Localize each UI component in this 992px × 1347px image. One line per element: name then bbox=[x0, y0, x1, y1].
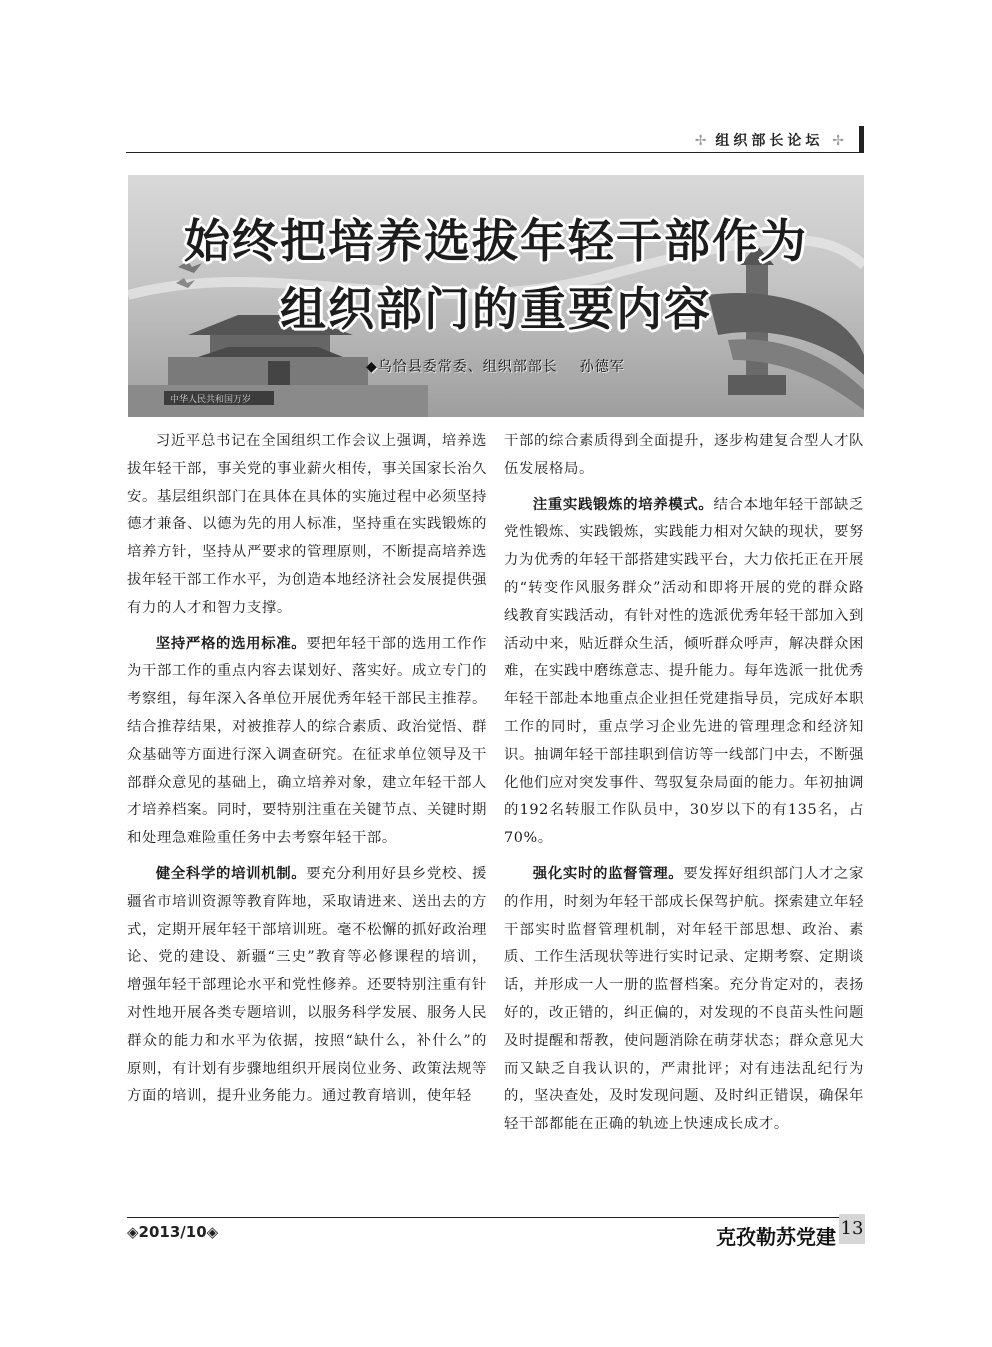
author-position: 乌恰县委常委、组织部部长 bbox=[377, 359, 558, 375]
author-name: 孙德军 bbox=[579, 359, 625, 375]
issue-label: ◈2013/10◈ bbox=[127, 1223, 219, 1241]
section-label bbox=[695, 130, 844, 150]
paragraph-supervision bbox=[504, 861, 864, 1139]
section-label-text: 组织部长论坛 bbox=[715, 133, 824, 149]
byline-marker-icon: ◆ bbox=[366, 359, 378, 375]
footer-rule bbox=[127, 1217, 839, 1218]
paragraph-selection bbox=[127, 631, 487, 853]
magazine-name: 克孜勒苏党建 bbox=[716, 1225, 836, 1249]
paragraph-intro: 习近平总书记在全国组织工作会议上强调，培养选拔年轻干部，事关党的事业薪火相传，事关国家长治久安。基层组织部门在具体在具体的实施过程中必须坚持德才兼备、以德为先的用人标准，坚持重在实践锻炼的培养方针，坚持从严要求的管理原则，不断提高培养选拔年轻干部工作水平，为创造本地经济社会发展提供强有力的人才和智力支撑。 bbox=[127, 433, 487, 616]
deco-left-icon: ✢ bbox=[694, 133, 707, 149]
paragraph-practice bbox=[504, 492, 864, 853]
paragraph-heading: 坚持严格的选用标准。 bbox=[155, 635, 307, 652]
paragraph-training-continued: 干部的综合素质得到全面提升，逐步构建复合型人才队伍发展格局。 bbox=[504, 433, 864, 477]
paragraph-heading: 强化实时的监督管理。 bbox=[532, 865, 684, 882]
gate-sign-text: 中华人民共和国万岁 bbox=[170, 395, 252, 405]
paragraph-text: 要把年轻干部的选用工作作为干部工作的重点内容去谋划好、落实好。成立专门的考察组，每年深入各单位开展优秀年轻干部民主推荐。结合推荐结果，对被推荐人的综合素质、政治觉悟、群众基础等方面进行深入调查研究。在征求单位领导及干部群众意见的基础上，确立培养对象，建立年轻干部人才培养档案。同时，要特别注重在关键节点、关键时期和处理急难险重任务中去考察年轻干部。 bbox=[127, 635, 487, 847]
section-header bbox=[126, 126, 864, 153]
paragraph-training bbox=[127, 861, 487, 1111]
paragraph-heading: 健全科学的培训机制。 bbox=[155, 865, 307, 882]
paragraph-text: 要发挥好组织部门人才之家的作用，时刻为年轻干部成长保驾护航。探索建立年轻干部实时监督管理机制，对年轻干部思想、政治、素质、工作生活现状等进行实时记录、定期考察、定期谈话，并形成一人一册的监督档案。充分肯定对的，表扬好的，改正错的，纠正偏的，对发现的不良苗头性问题及时提醒和帮教，使问题消除在萌芽状态；群众意见大而又缺乏自我认识的，严肃批评；对有违法乱纪行为的，坚决查处，及时发现问题、及时纠正错误，确保年轻干部都能在正确的轨迹上快速成长成才。 bbox=[504, 865, 864, 1133]
paragraph-heading: 注重实践锻炼的培养模式。 bbox=[532, 496, 714, 513]
title-banner bbox=[128, 175, 864, 417]
byline bbox=[366, 356, 625, 376]
section-bar bbox=[859, 126, 864, 152]
article-column-left bbox=[127, 428, 487, 1119]
article-column-right bbox=[504, 428, 864, 1147]
paragraph-text: 要充分利用好县乡党校、援疆省市培训资源等教育阵地，采取请进来、送出去的方式，定期开展年轻干部培训班。毫不松懈的抓好政治理论、党的建设、新疆“三史”教育等必修课程的培训，增强年轻干部理论水平和党性修养。还要特别注重有针对性地开展各类专题培训，以服务科学发展、服务人民群众的能力和水平为依据，按照“缺什么，补什么”的原则，有计划有步骤地组织开展岗位业务、政策法规等方面的培训，提升业务能力。通过教育培训，使年轻 bbox=[127, 865, 487, 1105]
deco-right-icon: ✢ bbox=[832, 133, 844, 149]
paragraph-text: 结合本地年轻干部缺乏党性锻炼、实践锻炼，实践能力相对欠缺的现状，要努力为优秀的年轻干部搭建实践平台，大力依托正在开展的“转变作风服务群众”活动和即将开展的党的群众路线教育实践活动，有针对性的选派优秀年轻干部加入到活动中来，贴近群众生活，倾听群众呼声，解决群众困难，在实践中磨练意志、提升能力。每年选派一批优秀年轻干部赴本地重点企业担任党建指导员，完成好本职工作的同时，重点学习企业先进的管理理念和经济知识。抽调年轻干部挂职到信访等一线部门中去，不断强化他们应对突发事件、驾驭复杂局面的能力。年初抽调的192名转服工作队员中，30岁以下的有135名，占70%。 bbox=[504, 496, 864, 847]
page-number: 13 bbox=[839, 1214, 865, 1244]
article-title-line2: 组织部门的重要内容 bbox=[280, 282, 712, 336]
article-title-line1: 始终把培养选拔年轻干部作为 bbox=[184, 214, 808, 268]
